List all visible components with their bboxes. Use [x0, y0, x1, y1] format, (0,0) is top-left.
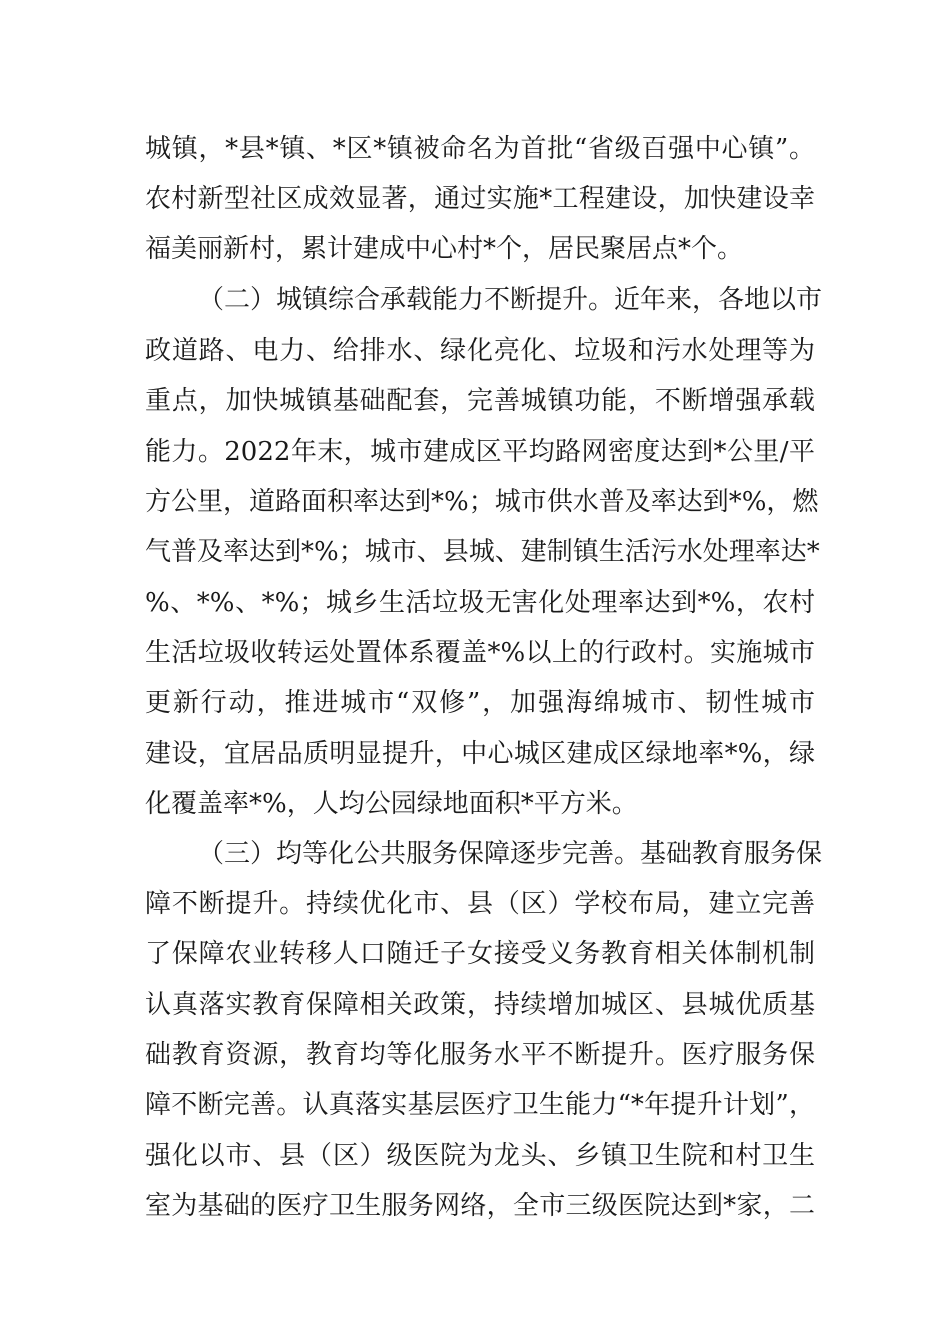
paragraph-heading-line: （二）城镇综合承载能力不断提升。近年来，各地以市 [198, 285, 823, 315]
text-line: 气普及率达到*%；城市、县城、建制镇生活污水处理率达* [145, 537, 820, 567]
text-line: 础教育资源，教育均等化服务水平不断提升。医疗服务保 [145, 1040, 815, 1070]
text-line: %、*%、*%；城乡生活垃圾无害化处理率达到*%，农村 [145, 588, 815, 618]
text-line: 化覆盖率*%，人均公园绿地面积*平方米。 [145, 789, 638, 819]
text-line: 室为基础的医疗卫生服务网络，全市三级医院达到*家，二 [145, 1191, 815, 1221]
text-line: 福美丽新村，累计建成中心村*个，居民聚居点*个。 [145, 234, 744, 264]
text-line: 认真落实教育保障相关政策，持续增加城区、县城优质基 [145, 990, 815, 1020]
text-line: 能力。2022年末，城市建成区平均路网密度达到*公里/平 [145, 437, 815, 467]
text-line: 城镇，*县*镇、*区*镇被命名为首批“省级百强中心镇”。 [145, 134, 815, 164]
text-line: 政道路、电力、给排水、绿化亮化、垃圾和污水处理等为 [145, 336, 815, 366]
text-line: 农村新型社区成效显著，通过实施*工程建设，加快建设幸 [145, 184, 815, 214]
text-line: 障不断完善。认真落实基层医疗卫生能力“*年提升计划”， [145, 1090, 815, 1120]
text-line: 生活垃圾收转运处置体系覆盖*%以上的行政村。实施城市 [145, 638, 815, 668]
text-line: 建设，宜居品质明显提升，中心城区建成区绿地率*%，绿 [145, 739, 815, 769]
text-line: 方公里，道路面积率达到*%；城市供水普及率达到*%，燃 [145, 487, 819, 517]
text-line: 强化以市、县（区）级医院为龙头、乡镇卫生院和村卫生 [145, 1141, 815, 1171]
text-line: 了保障农业转移人口随迁子女接受义务教育相关体制机制 [145, 939, 815, 969]
paragraph-heading-line: （三）均等化公共服务保障逐步完善。基础教育服务保 [198, 839, 823, 869]
text-line: 重点，加快城镇基础配套，完善城镇功能，不断增强承载 [145, 386, 815, 416]
text-line: 更新行动，推进城市“双修”，加强海绵城市、韧性城市 [145, 688, 815, 718]
text-line: 障不断提升。持续优化市、县（区）学校布局，建立完善 [145, 889, 815, 919]
